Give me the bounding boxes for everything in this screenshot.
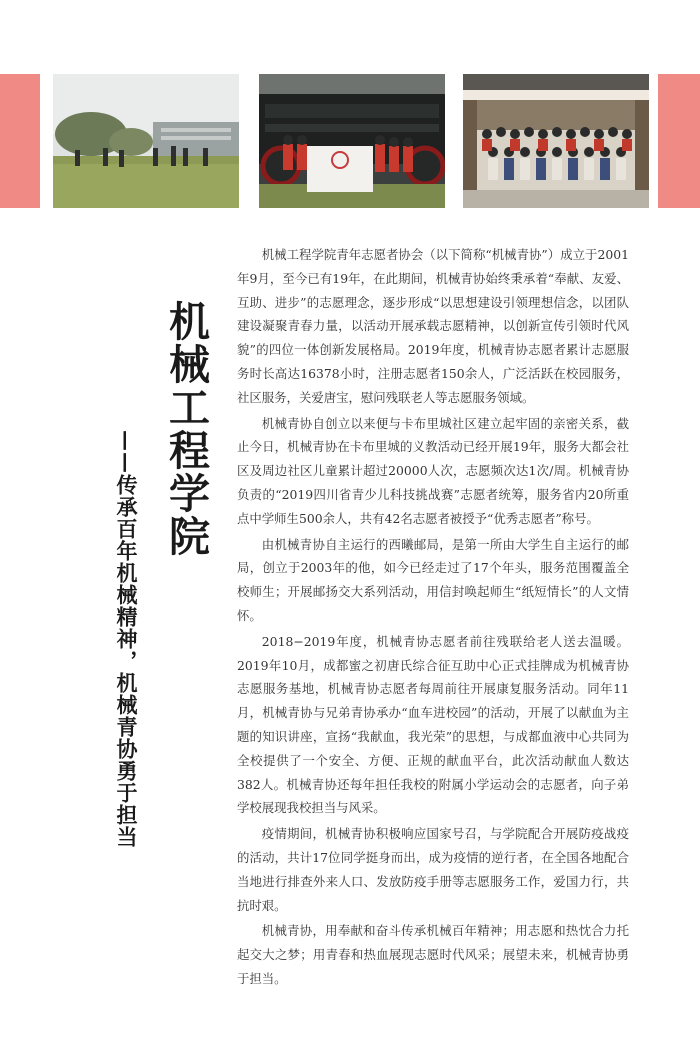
paragraph: 机械青协自创立以来便与卡布里城社区建立起牢固的亲密关系，截止今日，机械青协在卡布里城的义教活动已经开展19年，服务大都会社区及周边社区儿童累计超过20000人次，志愿频次达1次/周。机械青协负责的“2019四川省青少儿科技挑战赛”志愿者统筹，服务省内20所重点中学师生500余人，共有42名志愿者被授予“优秀志愿者”称号。 (237, 415, 629, 526)
paragraph: 机械工程学院青年志愿者协会（以下简称“机械青协”）成立于2001年9月，至今已有19年，在此期间，机械青协始终秉承着“奉献、友爱、互助、进步”的志愿理念，逐步形成“以思想建设引领理想信念，以团队建设凝聚青春力量，以活动开展承载志愿精神，以创新宣传引领时代风貌”的四位一体创新发展格局。2019年度，机械青协志愿者累计志愿服务时长高达16378小时，注册志愿者150余人，广泛活跃在校园服务，社区服务，关爱唐宝，慰问残联老人等志愿服务领域。 (237, 247, 629, 405)
paragraph: 疫情期间，机械青协积极响应国家号召，与学院配合开展防疫战疫的活动，共计17位同学挺身而出，成为疫情的逆行者，在全国各地配合当地进行排查外来人口、发放防疫手册等志愿服务工作，爱国力行，共抗时艰。 (237, 826, 629, 913)
paragraph: 由机械青协自主运行的西曦邮局，是第一所由大学生自主运行的邮局，创立于2003年的他，如今已经走过了17个年头，服务范围覆盖全校师生；开展邮扬交大系列活动，用信封唤起师生“纸短情长”的人文情怀。 (237, 536, 629, 623)
decorative-band-left (0, 74, 40, 208)
decorative-band-right (658, 74, 700, 208)
paragraph: 2018−2019年度，机械青协志愿者前往残联给老人送去温暖。2019年10月，成都蜜之初唐氏综合征互助中心正式挂牌成为机械青协志愿服务基地，机械青协志愿者每周前往开展康复服务活动。同年11月，机械青协与兄弟青协承办“血车进校园”的活动，开展了以献血为主题的知识讲座，宣扬“我献血，我光荣”的思想，与成都血液中心共同为全校提供了一个安全、方便、正规的献血平台，此次活动献血人数达382人。机械青协还每年担任我校的附属小学运动会的志愿者，向子弟学校展现我校担当与风采。 (237, 633, 629, 816)
locomotive-group-photo (259, 74, 445, 208)
group-portrait-photo (463, 74, 649, 208)
campus-lawn-photo (53, 74, 239, 208)
page-subtitle: ——传承百年机械精神，机械青协勇于担当 (114, 430, 139, 848)
page-title: 机械工程学院 (162, 300, 210, 558)
article-body (237, 243, 629, 993)
paragraph: 机械青协，用奉献和奋斗传承机械百年精神；用志愿和热忱合力托起交大之梦；用青春和热血展现志愿时代风采；展望未来，机械青协勇于担当。 (237, 923, 629, 986)
